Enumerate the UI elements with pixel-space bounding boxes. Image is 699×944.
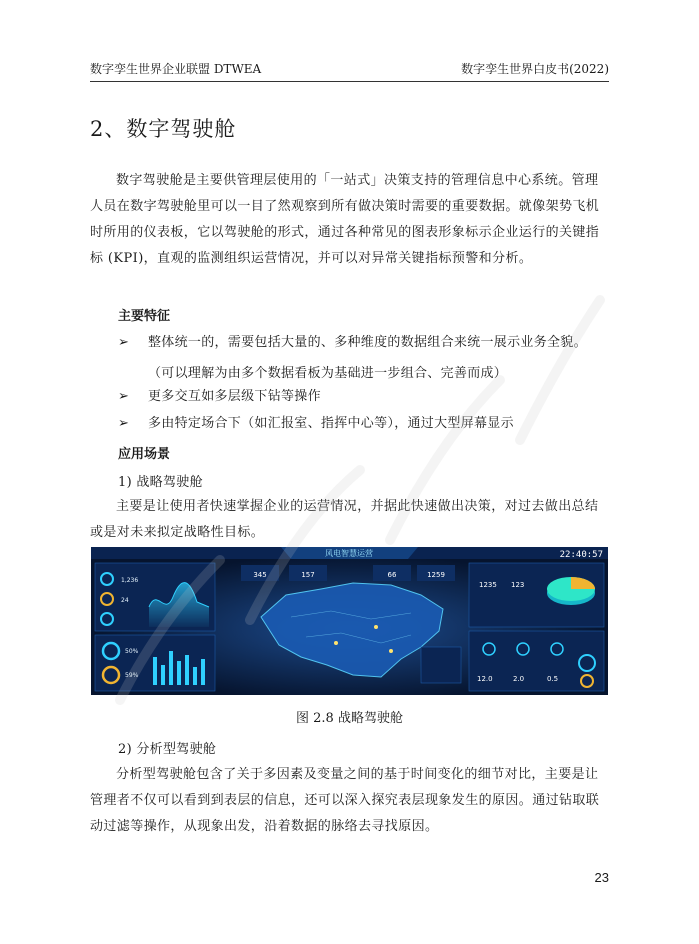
strategic-title: 1) 战略驾驶舱: [118, 475, 203, 490]
bottom-kpi: 12.0: [477, 675, 493, 683]
header-rule: [90, 81, 609, 82]
bottom-kpi: 0.5: [547, 675, 559, 683]
figure-caption: 图 2.8 战略驾驶舱: [296, 711, 403, 726]
header-left: 数字孪生世界企业联盟 DTWEA: [90, 61, 262, 76]
page-number: 23: [594, 870, 609, 885]
center-kpi: 1259: [427, 571, 445, 579]
feature-text: 更多交互如多层级下钻等操作: [148, 389, 321, 404]
feature-text: 整体统一的，需要包括大量的、多种维度的数据组合来统一展示业务全貌。: [148, 335, 587, 350]
intro-paragraph: 数字驾驶舱是主要供管理层使用的「一站式」决策支持的管理信息中心系统。管理人员在数字驾驶舱里可以一目了然观察到所有做决策时需要的重要数据。就像架势飞机时所用的仪表板，它以驾驶舱的形式，通过各种常见的图表形象标示企业运行的关键指标 (KPI)，直观的监测组织运营情况，并可以对异常关键指标预警和分析。: [90, 173, 600, 266]
feature-text: 多由特定场合下（如汇报室、指挥中心等），通过大型屏幕显示: [148, 416, 514, 431]
bullet-arrow-icon: ➢: [118, 416, 130, 431]
center-kpi: 157: [301, 571, 315, 579]
dashboard-time: 22:40:57: [559, 550, 603, 560]
feature-item: [118, 330, 608, 356]
right-kpi: 123: [511, 581, 525, 589]
bullet-arrow-icon: ➢: [118, 389, 130, 404]
feature-note: （可以理解为由多个数据看板为基础进一步组合、完善而成）: [148, 366, 508, 381]
center-kpi: 66: [387, 571, 397, 579]
section-title: 2、数字驾驶舱: [90, 117, 237, 141]
left-kpi: 50%: [125, 648, 139, 655]
features-heading: 主要特征: [118, 309, 171, 324]
strategic-paragraph: 主要是让使用者快速掌握企业的运营情况，并据此快速做出决策，对过去做出总结或是对未来拟定战略性目标。: [90, 499, 599, 540]
left-kpi: 24: [121, 597, 129, 604]
bottom-kpi: 2.0: [513, 675, 525, 683]
dashboard-title: 风电智慧运营: [325, 549, 373, 558]
bullet-arrow-icon: ➢: [118, 335, 130, 350]
analytic-title: 2) 分析型驾驶舱: [118, 742, 217, 757]
scenarios-heading: 应用场景: [118, 447, 171, 462]
left-kpi: 1,236: [121, 577, 139, 584]
strategic-dashboard-image: [91, 547, 608, 695]
center-kpi: 345: [253, 571, 267, 579]
feature-item: [118, 411, 608, 437]
left-kpi: 59%: [125, 672, 139, 679]
header-right: 数字孪生世界白皮书(2022): [461, 61, 609, 76]
dashboard-illustration: [91, 547, 608, 695]
analytic-paragraph: 分析型驾驶舱包含了关于多因素及变量之间的基于时间变化的细节对比，主要是让管理者不仅可以看到到表层的信息，还可以深入探究表层现象发生的原因。通过钻取联动过滤等操作，从现象出发，沿着数据的脉络去寻找原因。: [90, 767, 600, 834]
page-header: [90, 58, 609, 78]
feature-item: [118, 384, 608, 410]
right-kpi: 1235: [479, 581, 497, 589]
